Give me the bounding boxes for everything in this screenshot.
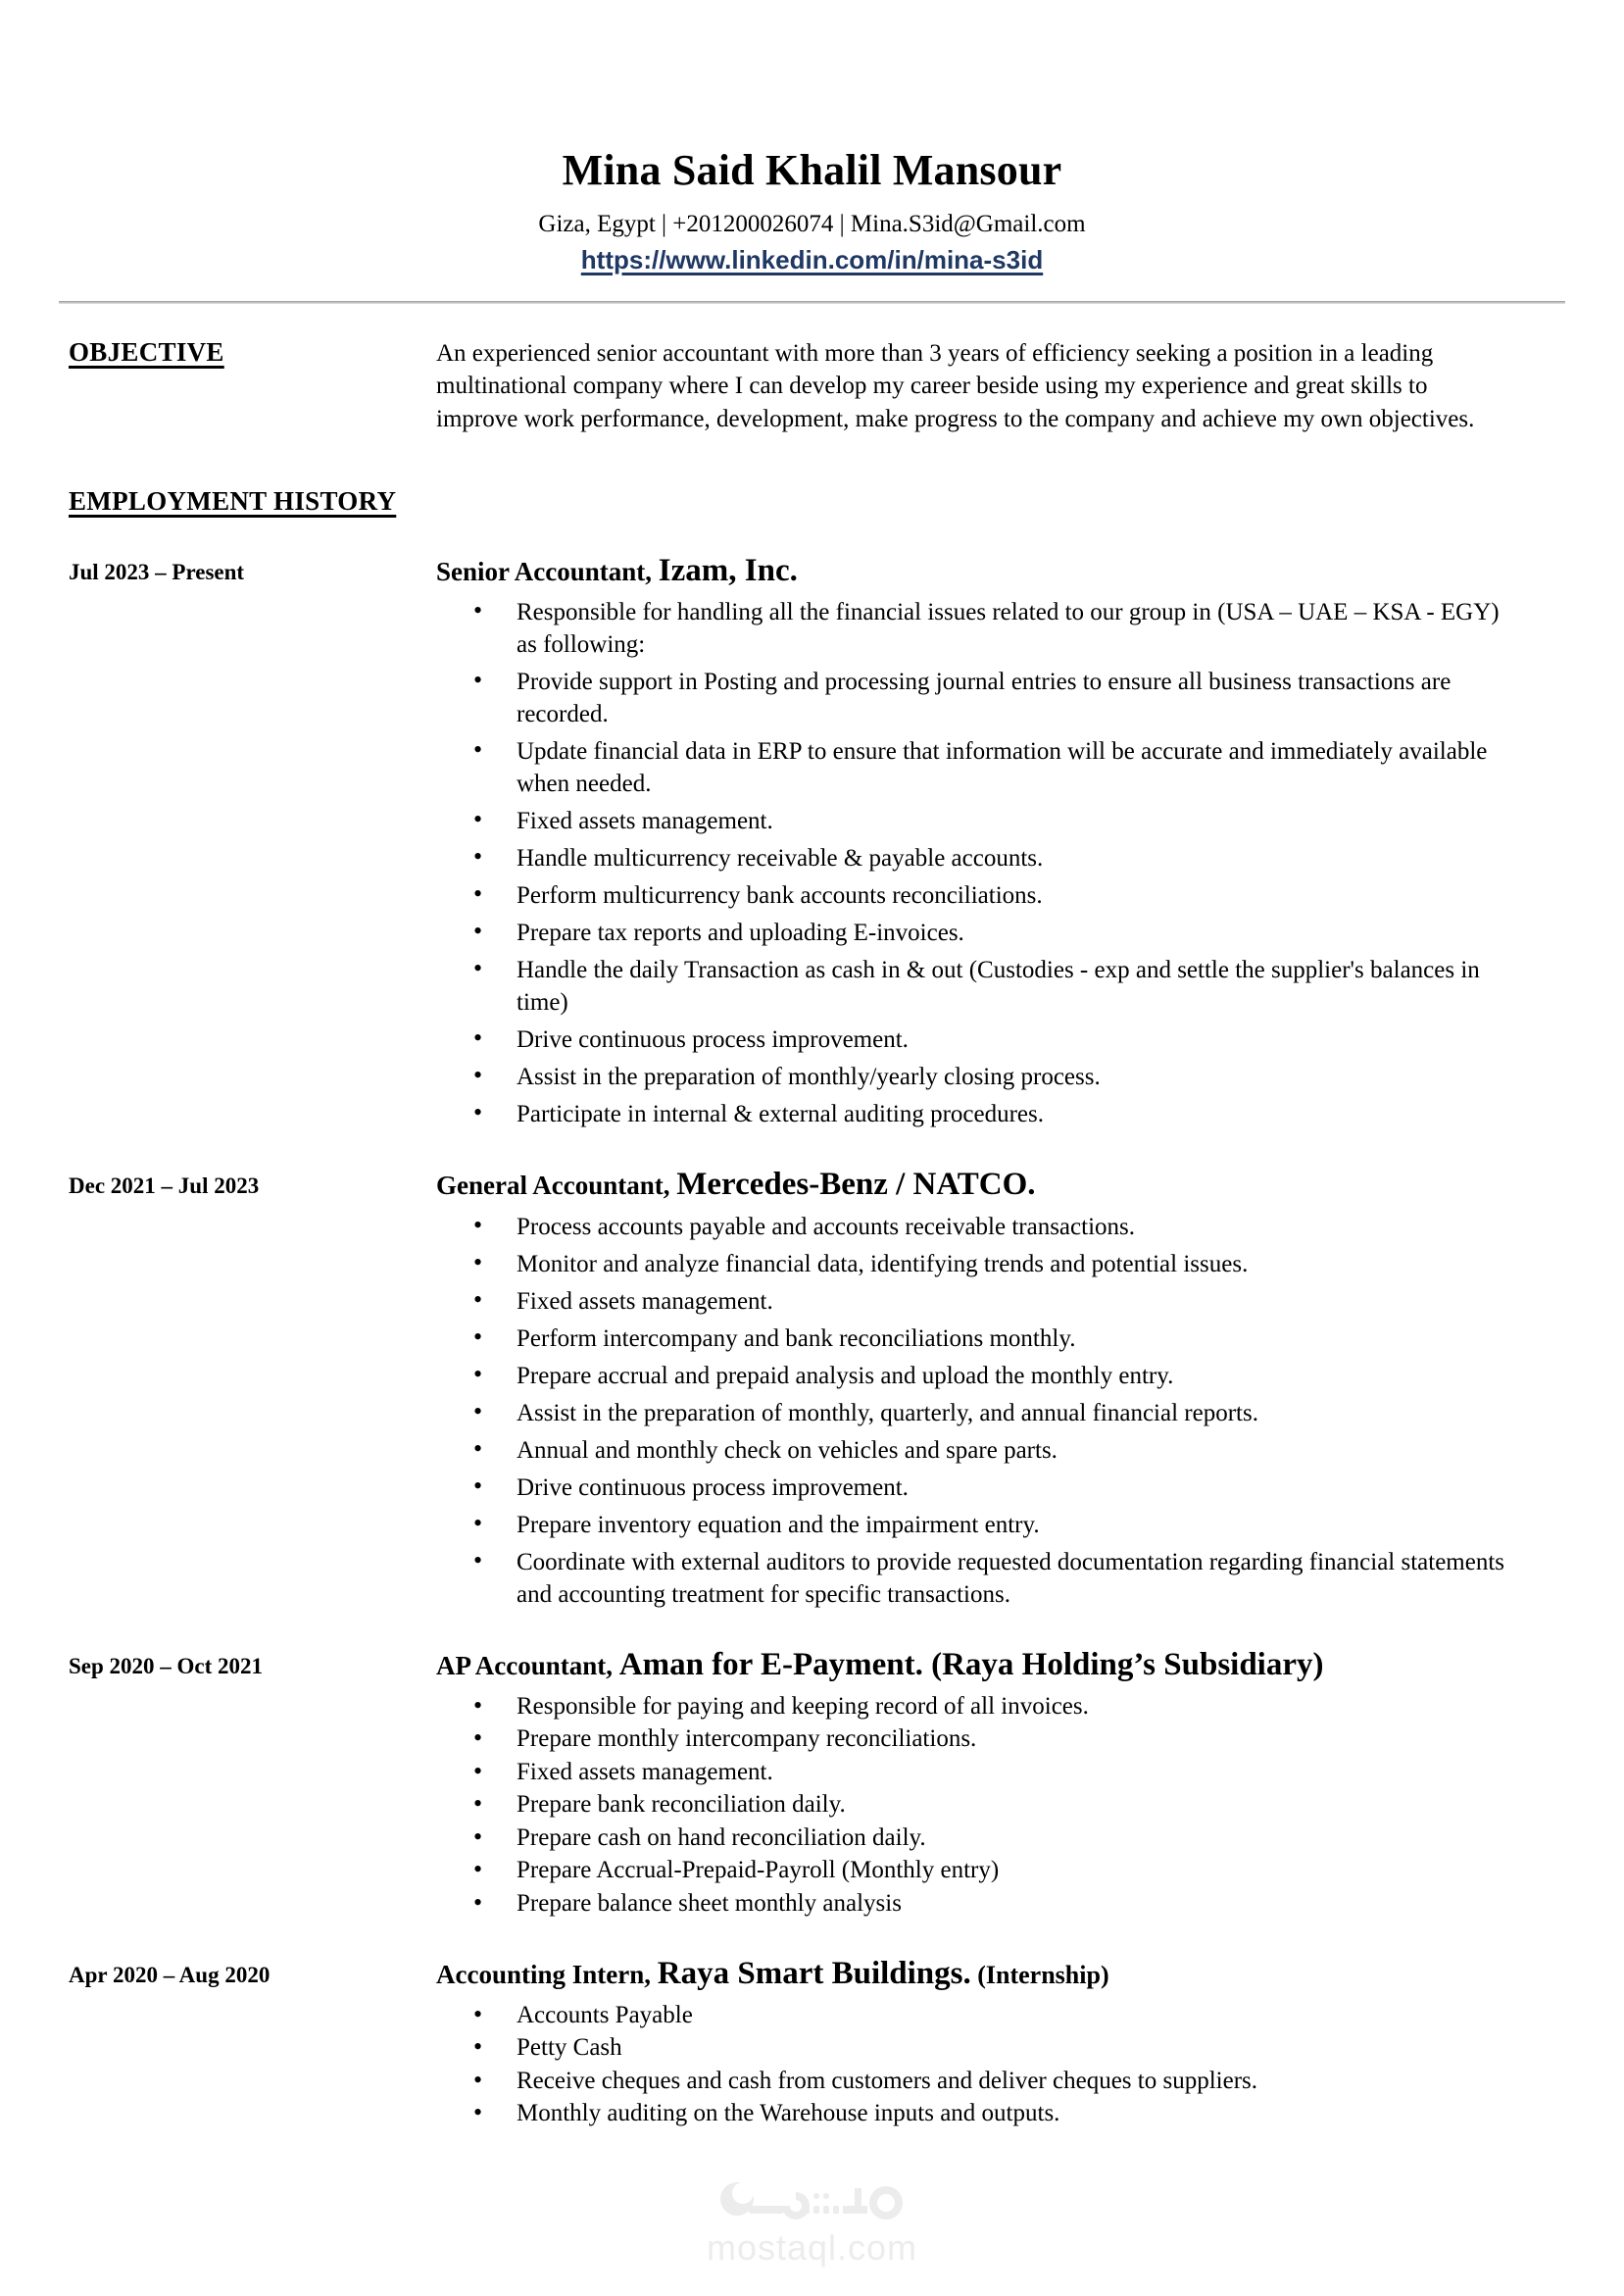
job-title-line xyxy=(436,1166,1506,1205)
job-role: AP Accountant, xyxy=(436,1651,619,1681)
list-item: • Perform intercompany and bank reconciliations monthly. xyxy=(436,1323,1506,1355)
linkedin-link[interactable]: https://www.linkedin.com/in/mina-s3id xyxy=(580,244,1044,275)
job-suffix: (Internship) xyxy=(970,1961,1109,1990)
job-entry xyxy=(59,1646,1565,1920)
job-entry xyxy=(59,552,1565,1131)
list-item: • Process accounts payable and accounts receivable transactions. xyxy=(436,1211,1506,1243)
contact-line: Giza, Egypt | +201200026074 | Mina.S3id@Gmail.com xyxy=(538,210,1086,237)
list-item: • Update financial data in ERP to ensure that information will be accurate and immediately available when needed. xyxy=(436,735,1506,800)
list-item: • Prepare accrual and prepaid analysis and upload the monthly entry. xyxy=(436,1360,1506,1392)
list-item: • Responsible for handling all the financial issues related to our group in (USA – UAE – KSA - EGY) as following: xyxy=(436,596,1506,661)
job-main xyxy=(436,1166,1565,1611)
resume-header xyxy=(59,0,1565,275)
list-item: • Perform multicurrency bank accounts reconciliations. xyxy=(436,879,1506,912)
objective-label-col xyxy=(59,337,436,435)
job-company: Mercedes-Benz / NATCO. xyxy=(676,1167,1036,1203)
list-item: • Monthly auditing on the Warehouse inputs and outputs. xyxy=(436,2098,1506,2130)
job-company: Izam, Inc. xyxy=(658,552,798,588)
job-main xyxy=(436,552,1565,1131)
job-dates: Apr 2020 – Aug 2020 xyxy=(69,1963,271,1988)
objective-body-col xyxy=(436,337,1565,435)
job-dates: Sep 2020 – Oct 2021 xyxy=(69,1654,264,1679)
job-entry xyxy=(59,1166,1565,1611)
list-item: • Prepare monthly intercompany reconciliations. xyxy=(436,1723,1506,1756)
list-item: • Prepare balance sheet monthly analysis xyxy=(436,1888,1506,1921)
list-item: • Handle the daily Transaction as cash in & out (Custodies - exp and settle the supplier's balances in time) xyxy=(436,954,1506,1019)
list-item: • Drive continuous process improvement. xyxy=(436,1472,1506,1504)
list-item: • Accounts Payable xyxy=(436,2000,1506,2032)
job-company: Raya Smart Buildings. xyxy=(657,1956,971,1992)
list-item: • Monitor and analyze financial data, identifying trends and potential issues. xyxy=(436,1248,1506,1280)
list-item: • Drive continuous process improvement. xyxy=(436,1023,1506,1056)
job-bullets xyxy=(436,596,1506,1130)
job-title-line xyxy=(436,552,1506,591)
header-divider xyxy=(59,301,1565,304)
job-main xyxy=(436,1646,1565,1920)
list-item: • Responsible for paying and keeping record of all invoices. xyxy=(436,1691,1506,1723)
job-title-line xyxy=(436,1646,1506,1685)
objective-heading: OBJECTIVE xyxy=(69,337,224,368)
list-item: • Annual and monthly check on vehicles and spare parts. xyxy=(436,1434,1506,1467)
list-item: • Assist in the preparation of monthly, quarterly, and annual financial reports. xyxy=(436,1397,1506,1429)
list-item: • Fixed assets management. xyxy=(436,805,1506,837)
list-item: • Participate in internal & external auditing procedures. xyxy=(436,1098,1506,1130)
list-item: • Prepare bank reconciliation daily. xyxy=(436,1789,1506,1822)
list-item: • Handle multicurrency receivable & payable accounts. xyxy=(436,842,1506,874)
job-bullets xyxy=(436,1691,1506,1921)
list-item: • Assist in the preparation of monthly/yearly closing process. xyxy=(436,1061,1506,1093)
job-entry xyxy=(59,1955,1565,2130)
job-main xyxy=(436,1955,1565,2130)
job-company: Aman for E-Payment. (Raya Holding’s Subsidiary) xyxy=(618,1647,1324,1683)
objective-text: An experienced senior accountant with more than 3 years of efficiency seeking a position in a leading multinational company where I can develop my career beside using my experience and great skills to improve work performance, development, make progress to the company and achieve my own objectives. xyxy=(436,340,1475,432)
list-item: • Receive cheques and cash from customers and deliver cheques to suppliers. xyxy=(436,2066,1506,2098)
page-title: Mina Said Khalil Mansour xyxy=(562,146,1062,194)
job-dates: Dec 2021 – Jul 2023 xyxy=(69,1173,260,1199)
job-role: Accounting Intern, xyxy=(436,1960,658,1990)
job-title-line xyxy=(436,1955,1506,1994)
list-item: • Prepare tax reports and uploading E-invoices. xyxy=(436,917,1506,949)
list-item: • Coordinate with external auditors to provide requested documentation regarding financial statements and accounting treatment for specific transactions. xyxy=(436,1546,1506,1611)
list-item: • Prepare inventory equation and the impairment entry. xyxy=(436,1509,1506,1541)
list-item: • Provide support in Posting and processing journal entries to ensure all business transactions are recorded. xyxy=(436,666,1506,730)
job-role: General Accountant, xyxy=(436,1171,677,1201)
mostaql-logo-icon xyxy=(719,2172,906,2225)
linkedin-wrap xyxy=(59,245,1565,275)
job-bullets xyxy=(436,2000,1506,2130)
objective-section xyxy=(59,337,1565,435)
watermark-text: mostaql.com xyxy=(706,2227,918,2268)
list-item: • Fixed assets management. xyxy=(436,1757,1506,1789)
job-role: Senior Accountant, xyxy=(436,556,659,586)
list-item: • Prepare cash on hand reconciliation daily. xyxy=(436,1822,1506,1855)
list-item: • Prepare Accrual-Prepaid-Payroll (Monthly entry) xyxy=(436,1855,1506,1887)
mostaql-watermark xyxy=(0,2172,1624,2269)
job-bullets xyxy=(436,1211,1506,1611)
employment-history-heading: EMPLOYMENT HISTORY xyxy=(69,485,397,516)
list-item: • Fixed assets management. xyxy=(436,1285,1506,1318)
list-item: • Petty Cash xyxy=(436,2032,1506,2065)
job-dates: Jul 2023 – Present xyxy=(69,559,245,584)
